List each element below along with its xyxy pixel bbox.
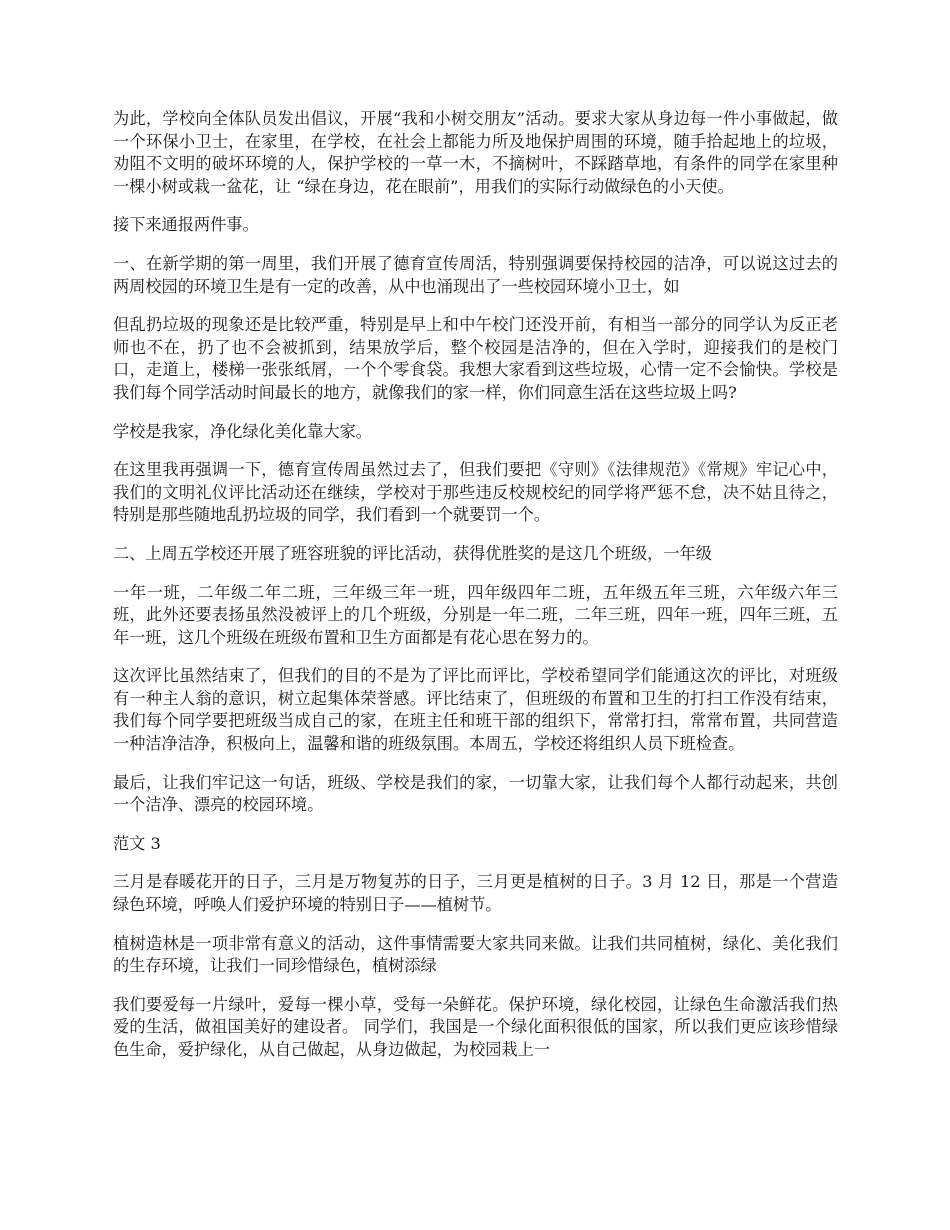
paragraph: 二、上周五学校还开展了班容班貌的评比活动，获得优胜奖的是这几个班级，一年级 (113, 543, 712, 563)
paragraph: 在这里我再强调一下，德育宣传周虽然过去了，但我们要把《守则》《法律规范》《常规》牢记心中，我们的文明礼仪评比活动还在继续，学校对于那些违反校规校纪的同学将严惩不怠，决不姑且待之，特别是那些随地乱扔垃圾的同学，我们看到一个就要罚一个。 (113, 460, 838, 525)
paragraph: 我们要爱每一片绿叶，爱每一棵小草，受每一朵鲜花。保护环境，绿化校园，让绿色生命激活我们热爱的生活，做祖国美好的建设者。 同学们，我国是一个绿化面积很低的国家，所以我们更应该珍惜绿色生命，爱护绿化，从自己做起，从身边做起，为校园栽上一 (113, 994, 838, 1059)
paragraph: 学校是我家，净化绿化美化靠大家。 (113, 421, 372, 441)
paragraph: 三月是春暖花开的日子，三月是万物复苏的日子，三月更是植树的日子。3 月 12 日，那是一个营造绿色环境，呼唤人们爱护环境的特别日子——植树节。 (113, 872, 838, 915)
paragraph: 为此，学校向全体队员发出倡议，开展“我和小树交朋友”活动。要求大家从身边每一件小事做起，做一个环保小卫士，在家里，在学校，在社会上都能力所及地保护周围的环境，随手拾起地上的垃圾，劝阻不文明的破坏环境的人，保护学校的一草一木，不摘树叶，不踩踏草地，有条件的同学在家里种一棵小树或栽一盆花，让 “绿在身边，花在眼前”，用我们的实际行动做绿色的小天使。 (113, 109, 838, 196)
paragraph: 接下来通报两件事。 (113, 215, 259, 235)
paragraph: 这次评比虽然结束了，但我们的目的不是为了评比而评比，学校希望同学们能通这次的评比，对班级有一种主人翁的意识，树立起集体荣誉感。评比结束了，但班级的布置和卫生的打扫工作没有结束，我们每个同学要把班级当成自己的家，在班主任和班干部的组织下，常常打扫，常常布置，共同营造一种洁净洁净，积极向上，温馨和谐的班级氛围。本周五，学校还将组织人员下班检查。 (113, 666, 838, 754)
paragraph: 最后，让我们牢记这一句话，班级、学校是我们的家，一切靠大家，让我们每个人都行动起来，共创一个洁净、漂亮的校园环境。 (113, 772, 838, 815)
section-heading: 范文 3 (113, 833, 161, 853)
paragraph: 一年一班，二年级二年二班，三年级三年一班，四年级四年二班，五年级五年三班，六年级六年三班，此外还要表扬虽然没被评上的几个班级，分别是一年二班，二年三班，四年一班，四年三班，五年一班，这几个班级在班级布置和卫生方面都是有花心思在努力的。 (113, 582, 838, 647)
paragraph: 但乱扔垃圾的现象还是比较严重，特别是早上和中午校门还没开前，有相当一部分的同学认为反正老师也不在，扔了也不会被抓到，结果放学后，整个校园是洁净的，但在入学时，迎接我们的是校门口，走道上，楼梯一张张纸屑，一个个零食袋。我想大家看到这些垃圾，心情一定不会愉快。学校是我们每个同学活动时间最长的地方，就像我们的家一样，你们同意生活在这些垃圾上吗? (113, 315, 838, 402)
paragraph: 植树造林是一项非常有意义的活动，这件事情需要大家共同来做。让我们共同植树，绿化、美化我们的生存环境，让我们一同珍惜绿色，植树添绿 (113, 933, 838, 976)
document-body (113, 108, 838, 1078)
paragraph: 一、在新学期的第一周里，我们开展了德育宣传周活，特别强调要保持校园的洁净，可以说这过去的两周校园的环境卫生是有一定的改善，从中也涌现出了一些校园环境小卫士，如 (113, 253, 838, 296)
